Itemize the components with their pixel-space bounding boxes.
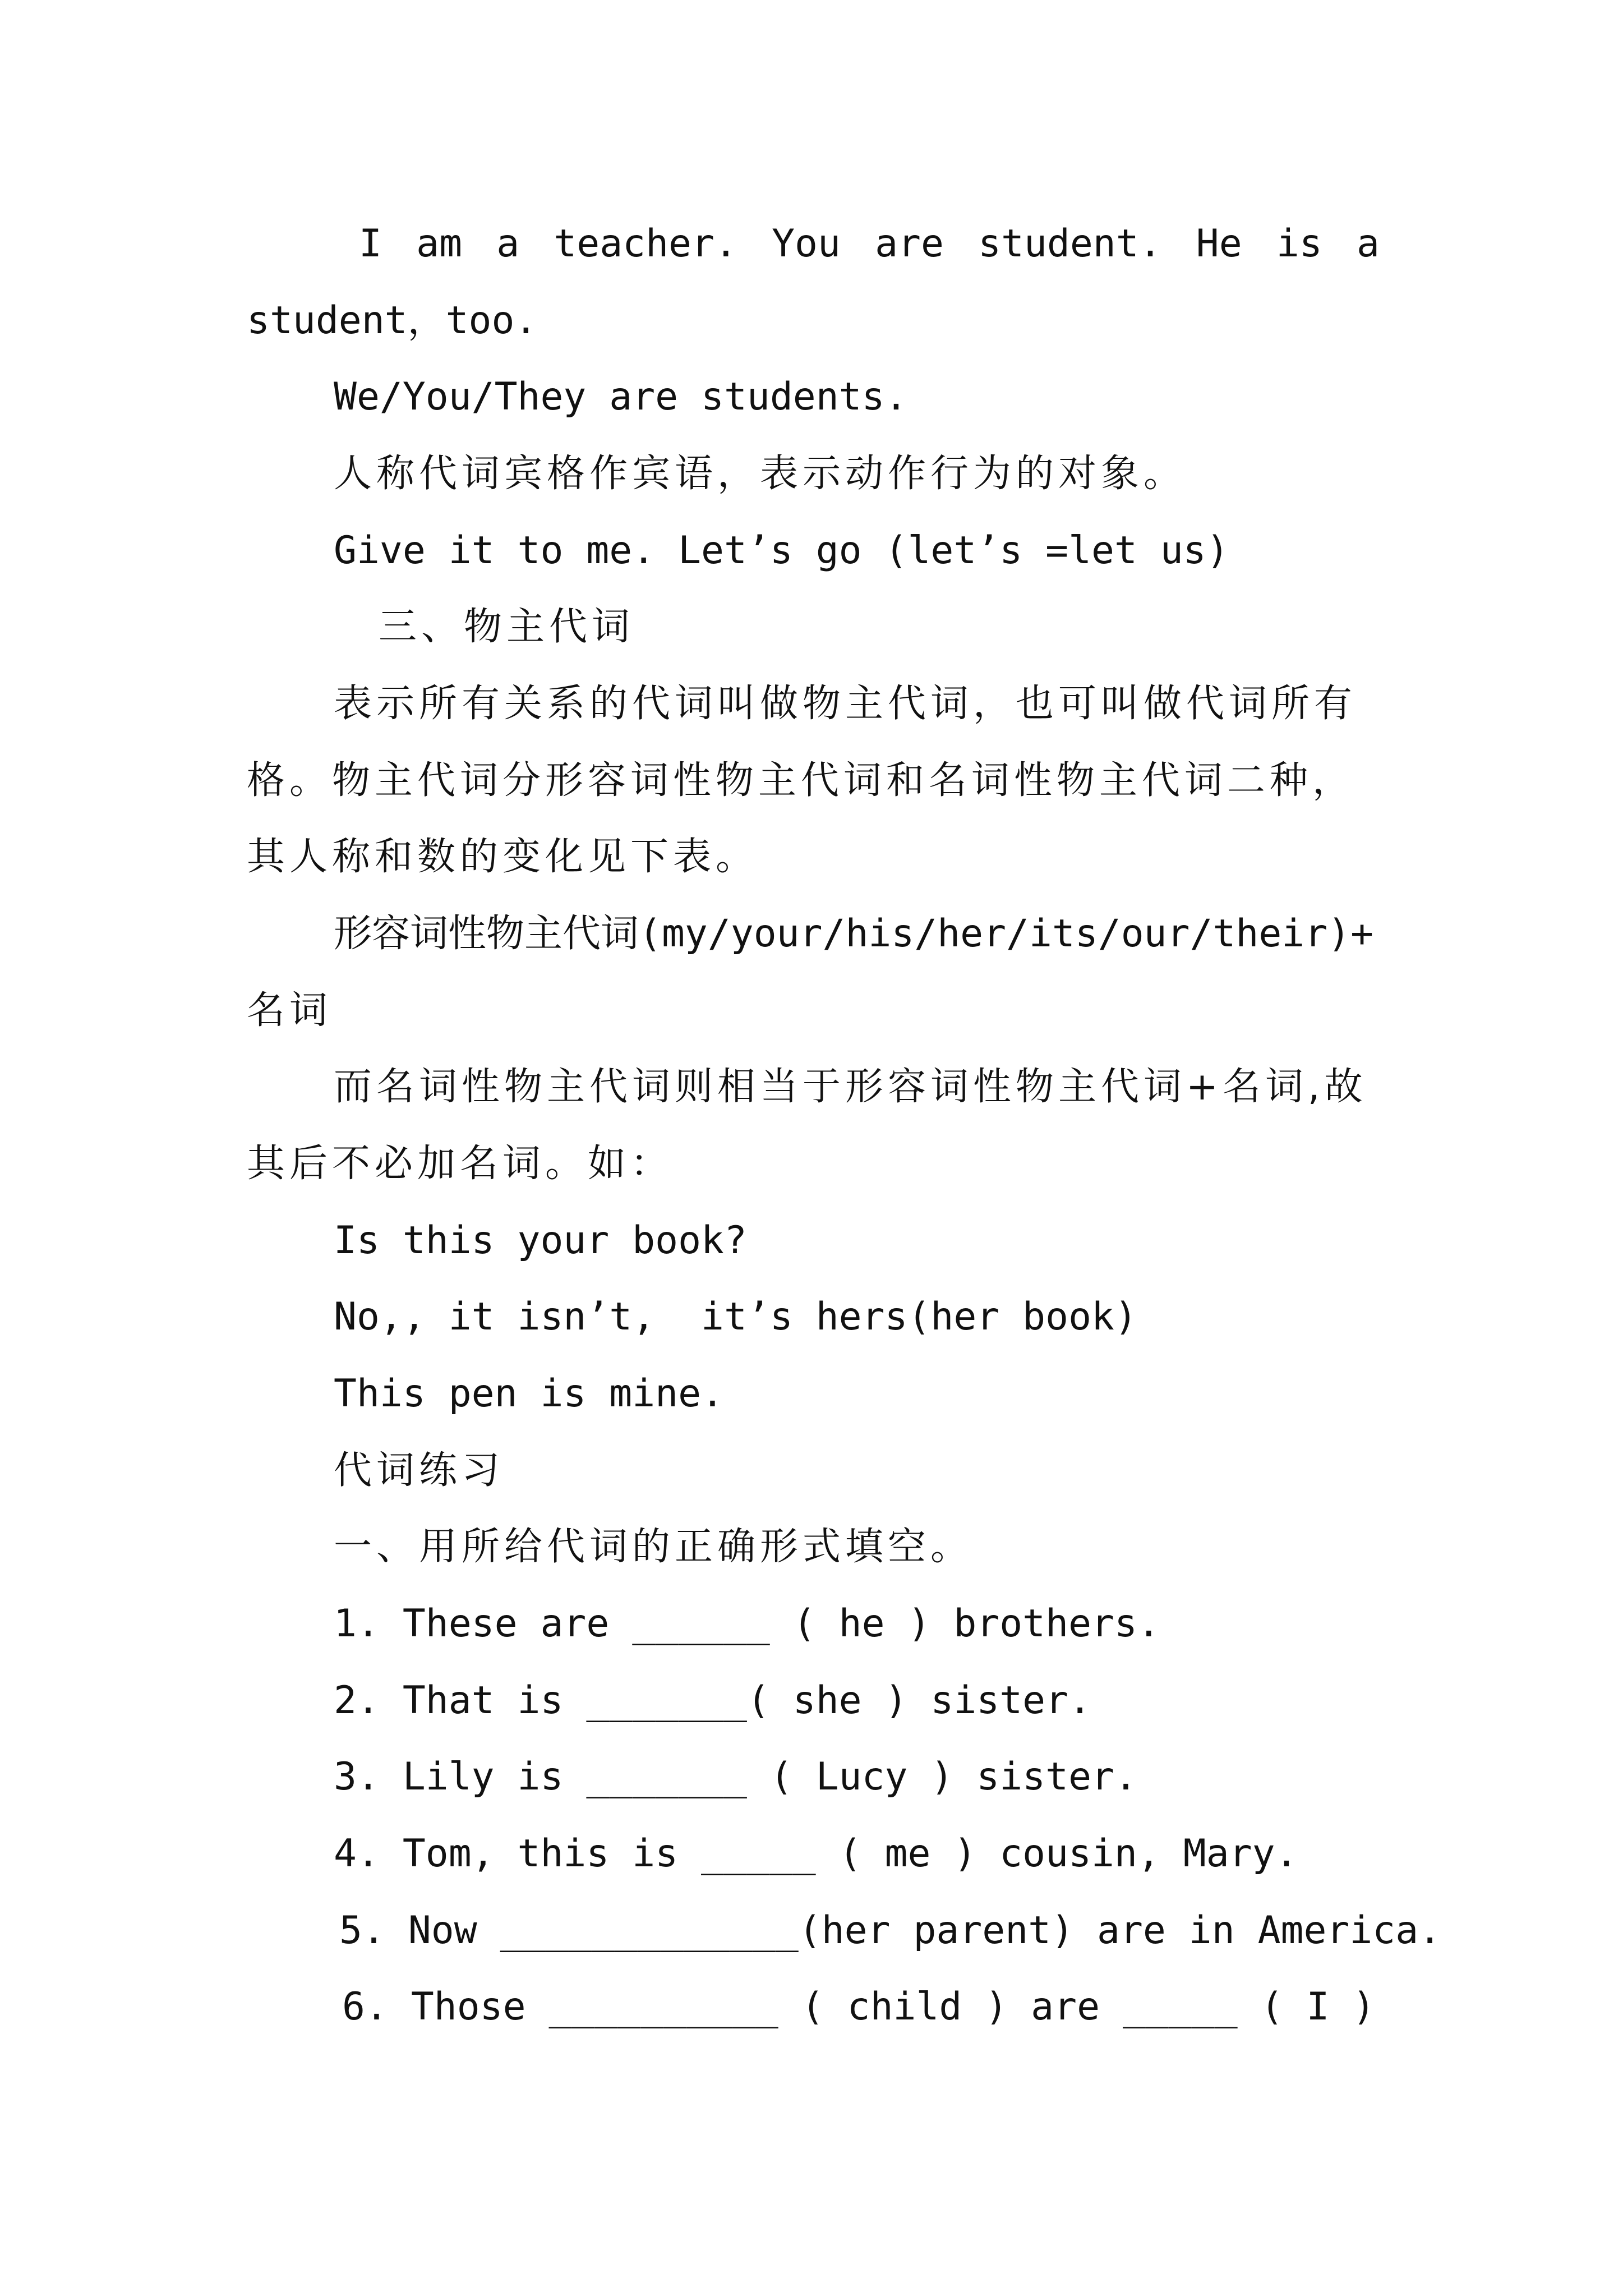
paragraph-line-2: student，too.	[247, 298, 538, 343]
exercise-item-5: 5. Now _____________(her parent) are in America.	[339, 1908, 1442, 1953]
exercise-item-4: 4. Tom, this is _____ ( me ) cousin, Mary.	[334, 1832, 1298, 1876]
example-line-3: This pen is mine.	[334, 1372, 724, 1416]
word: student.	[978, 222, 1162, 266]
paragraph-line-13: 其后不必加名词。如：	[247, 1142, 674, 1186]
paragraph-line-9: 其人称和数的变化见下表。	[247, 835, 759, 879]
paragraph-line-11: 名词	[247, 988, 333, 1033]
word: I	[359, 222, 382, 266]
paragraph-line-5: Give it to me. Let’s go (let’s =let us)	[334, 528, 1229, 573]
paragraph-line-1	[359, 216, 1380, 272]
exercise-item-2: 2. That is _______( she ) sister.	[334, 1678, 1092, 1723]
word: is	[1276, 222, 1322, 266]
exercise-item-3: 3. Lily is _______ ( Lucy ) sister.	[334, 1755, 1137, 1799]
word: He	[1196, 222, 1242, 266]
paragraph-line-7: 表示所有关系的代词叫做物主代词，也可叫做代词所有	[334, 682, 1357, 726]
paragraph-line-8: 格。物主代词分形容词性物主代词和名词性物主代词二种，	[247, 758, 1355, 803]
example-line-1: Is this your book?	[334, 1218, 747, 1263]
paragraph-line-3: We/You/They are students.	[334, 375, 908, 419]
exercise-instruction: 一、用所给代词的正确形式填空。	[334, 1525, 974, 1569]
section-heading: 三、物主代词	[379, 605, 635, 649]
word: are	[875, 222, 944, 266]
word: teacher.	[554, 222, 737, 266]
exercise-title: 代词练习	[334, 1448, 505, 1493]
word: a	[1356, 222, 1380, 266]
paragraph-line-4: 人称代词宾格作宾语，表示动作行为的对象。	[334, 452, 1187, 496]
word: You	[772, 222, 841, 266]
paragraph-line-12: 而名词性物主代词则相当于形容词性物主代词+名词,故	[334, 1065, 1367, 1109]
exercise-item-6: 6. Those __________ ( child ) are _____ ( I )	[342, 1985, 1376, 2029]
word: a	[496, 222, 520, 266]
exercise-item-1: 1. These are ______ ( he ) brothers.	[334, 1602, 1160, 1646]
example-line-2: No,, it isn’t, it’s hers(her book)	[334, 1295, 1137, 1339]
paragraph-line-10: 形容词性物主代词(my/your/his/her/its/our/their)+	[334, 912, 1374, 956]
word: am	[416, 222, 463, 266]
